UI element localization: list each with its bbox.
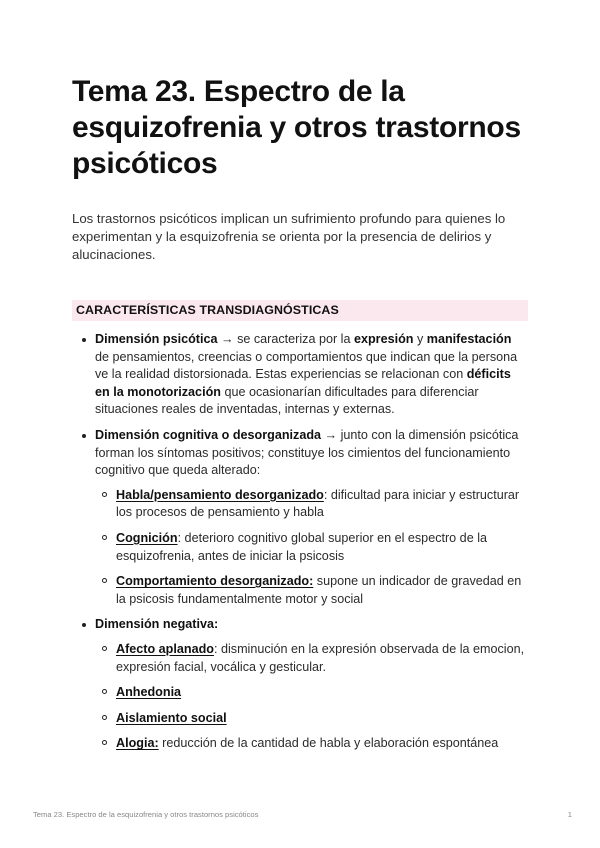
sub-label: Cognición	[116, 530, 178, 545]
sublist-item	[95, 530, 528, 565]
item-bold: expresión	[353, 332, 414, 346]
section-heading: CARACTERÍSTICAS TRANSDIAGNÓSTICAS	[72, 300, 528, 321]
sublist-item	[95, 710, 528, 728]
sublist-item	[95, 684, 528, 702]
sublist-item	[95, 573, 528, 608]
item-label: Dimensión cognitiva o desorganizada	[95, 427, 322, 442]
item-text: y	[413, 332, 427, 346]
list-item-dimension-psicotica	[72, 331, 528, 419]
sub-label: Comportamiento desorganizado:	[116, 574, 314, 589]
item-bold: manifestación	[426, 332, 512, 346]
sublist-item	[95, 641, 528, 676]
sublist-item	[95, 735, 528, 753]
item-label: Dimensión negativa:	[95, 617, 219, 632]
page-footer	[33, 810, 572, 819]
item-bold: déficits en la monotorización	[95, 367, 511, 399]
footer-title: Tema 23. Espectro de la esquizofrenia y otros trastornos psicóticos	[33, 810, 259, 819]
sub-label: Alogia:	[116, 736, 159, 751]
item-text: de pensamientos, creencias o comportamientos que indican que la persona ve la realidad distorsionada. Estas experiencias se relacionan con	[95, 349, 518, 382]
item-text: → se caracteriza por la	[217, 332, 354, 346]
sub-text: reducción de la cantidad de habla y elaboración espontánea	[158, 736, 499, 751]
sub-text: : deterioro cognitivo global superior en el espectro de la esquizofrenia, antes de iniciar la psicosis	[116, 530, 487, 563]
page-number: 1	[567, 810, 572, 819]
sub-label: Aislamiento social	[116, 710, 227, 725]
document-page	[72, 74, 528, 761]
dimension-list	[72, 331, 528, 753]
sub-text: : disminución en la expresión observada de la emocion, expresión facial, vocálica y gesticular.	[116, 641, 525, 674]
list-item-dimension-cognitiva	[72, 427, 528, 608]
sub-text: : dificultad para iniciar y estructurar los procesos de pensamiento y habla	[116, 487, 520, 520]
item-label: Dimensión psicótica	[95, 332, 218, 346]
sub-text: supone un indicador de gravedad en la psicosis fundamentalmente motor y social	[116, 574, 522, 606]
sub-label: Anhedonia	[116, 685, 182, 700]
sub-label: Afecto aplanado	[116, 641, 214, 656]
sub-label: Habla/pensamiento desorganizado	[116, 487, 324, 502]
item-text: → junto con la dimensión psicótica forman los síntomas positivos; constituye los cimientos del funcionamiento cognitivo que queda alterado:	[95, 427, 519, 478]
list-item-dimension-negativa	[72, 616, 528, 753]
sublist-negativa	[95, 641, 528, 753]
sublist-cognitiva	[95, 487, 528, 609]
intro-paragraph: Los trastornos psicóticos implican un sufrimiento profundo para quienes lo experimentan y la esquizofrenia se orienta por la presencia de delirios y alucinaciones.	[72, 211, 506, 262]
sublist-item	[95, 487, 528, 522]
page-title: Tema 23. Espectro de la esquizofrenia y otros trastornos psicóticos	[72, 75, 521, 180]
item-text: que ocasionarían dificultades para diferenciar situaciones reales de inventadas, internas y externas.	[95, 384, 479, 417]
